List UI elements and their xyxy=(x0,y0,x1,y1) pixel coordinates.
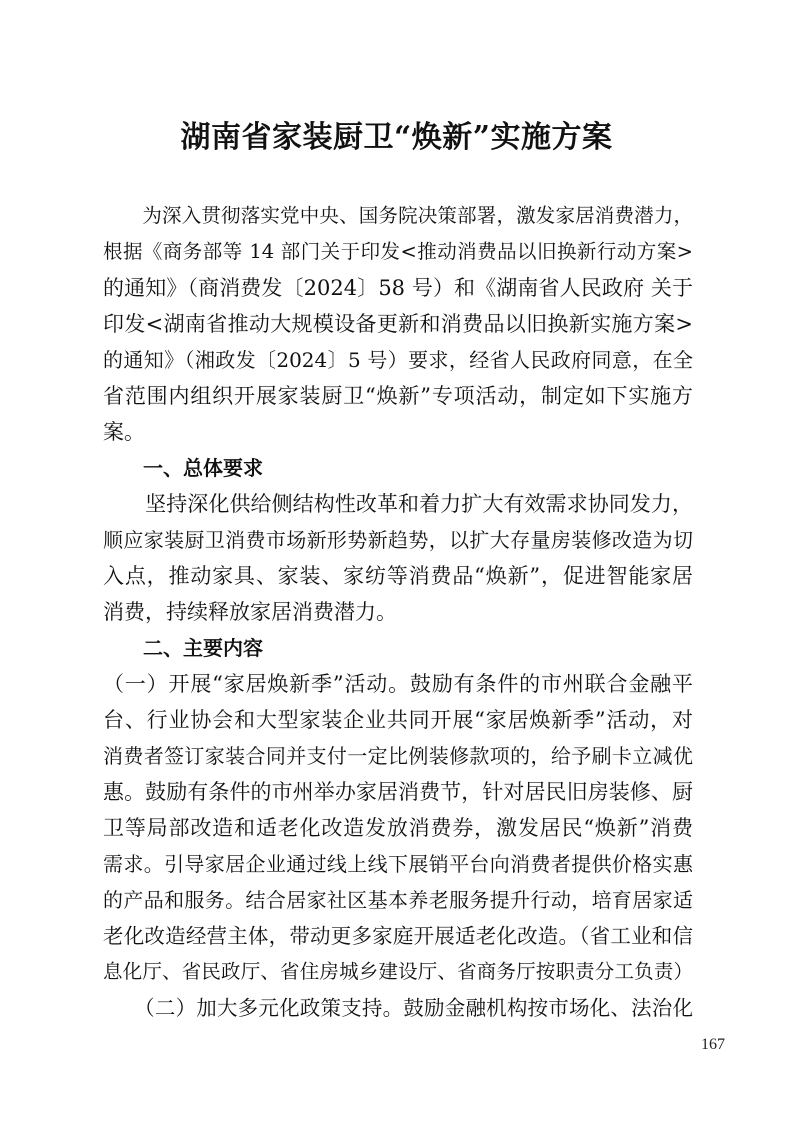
body-line: 卫等局部改造和适老化改造发放消费券，激发居民“焕新”消费 xyxy=(103,816,693,840)
body-line: 惠。鼓励有条件的市州举办家居消费节，针对居民旧房装修、厨 xyxy=(103,780,693,804)
section-heading: 一、总体要求 xyxy=(103,456,263,480)
section-heading: 二、主要内容 xyxy=(103,636,263,660)
body-line: 坚持深化供给侧结构性改革和着力扩大有效需求协同发力， xyxy=(103,492,693,516)
page-title: 湖南省家装厨卫“焕新”实施方案 xyxy=(180,120,613,155)
body-line: （二）加大多元化政策支持。鼓励金融机构按市场化、法治化 xyxy=(103,996,693,1020)
body-line: 的产品和服务。结合居家社区基本养老服务提升行动，培育居家适 xyxy=(103,888,693,912)
body-line: 顺应家装厨卫消费市场新形势新趋势，以扩大存量房装修改造为切 xyxy=(103,528,693,552)
body-line: 消费，持续释放家居消费潜力。 xyxy=(103,600,397,624)
body-line: 息化厅、省民政厅、省住房城乡建设厅、省商务厅按职责分工负责） xyxy=(103,960,693,983)
body-line: 根据《商务部等 14 部门关于印发<推动消费品以旧换新行动方案> xyxy=(103,240,693,263)
body-line: 需求。引导家居企业通过线上线下展销平台向消费者提供价格实惠 xyxy=(103,852,693,876)
page-number: 167 xyxy=(701,1036,725,1053)
body-line: （一）开展“家居焕新季”活动。鼓励有条件的市州联合金融平 xyxy=(103,672,693,696)
body-line: 的通知》（商消费发〔2024〕58 号）和《湖南省人民政府 关于 xyxy=(103,276,693,300)
body-line: 入点，推动家具、家装、家纺等消费品“焕新”，促进智能家居 xyxy=(103,564,693,588)
body-line: 省范围内组织开展家装厨卫“焕新”专项活动，制定如下实施方 xyxy=(103,384,693,408)
body-line: 的通知》（湘政发〔2024〕5 号）要求，经省人民政府同意，在全 xyxy=(103,348,693,372)
body-line: 为深入贯彻落实党中央、国务院决策部署，激发家居消费潜力， xyxy=(103,204,693,227)
body-line: 老化改造经营主体，带动更多家庭开展适老化改造。（省工业和信 xyxy=(103,924,693,948)
body-line: 案。 xyxy=(103,420,145,444)
body-line: 台、行业协会和大型家装企业共同开展“家居焕新季”活动，对 xyxy=(103,708,693,732)
body-line: 印发<湖南省推动大规模设备更新和消费品以旧换新实施方案> xyxy=(103,312,693,336)
body-line: 消费者签订家装合同并支付一定比例装修款项的，给予刷卡立减优 xyxy=(103,744,693,768)
